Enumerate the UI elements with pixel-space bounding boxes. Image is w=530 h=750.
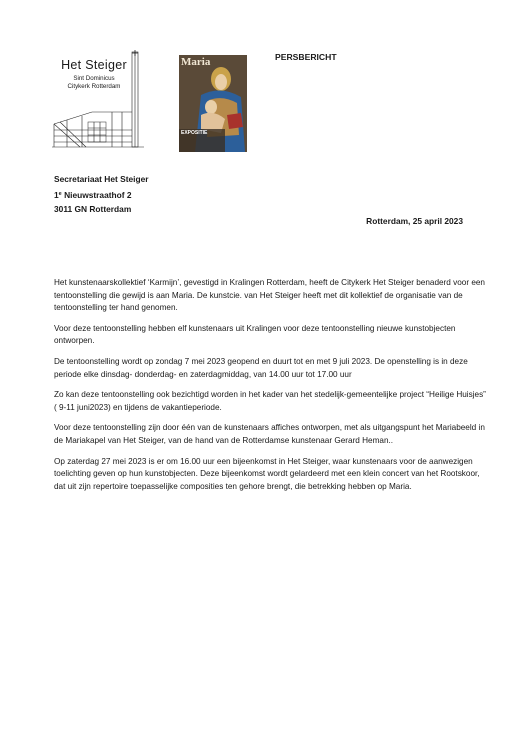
- document-type-label: PERSBERICHT: [275, 52, 337, 62]
- paragraph: Voor deze tentoonstelling hebben elf kunstenaars uit Kralingen voor deze tentoonstelling nieuwe kunstobjecten ontworpen.: [54, 323, 456, 346]
- madonna-statue-icon: [179, 55, 247, 152]
- letter-body: [54, 277, 489, 501]
- logo-title: Het Steiger: [61, 58, 127, 72]
- letter-date: Rotterdam, 25 april 2023: [366, 216, 463, 226]
- sender-address: [54, 172, 149, 217]
- poster-label: EXPOSITIE: [181, 130, 208, 136]
- paragraph: De tentoonstelling wordt op zondag 7 mei 2023 geopend en duurt tot en met 9 juli 2023. De openstelling is in deze periode elke dinsdag- donderdag- en zaterdagmiddag, van 14.00 uur tot 17.00 uur: [54, 356, 468, 379]
- het-steiger-logo: [52, 50, 147, 150]
- paragraph: Voor deze tentoonstelling zijn door één van de kunstenaars affiches ontworpen, met als uitgangspunt het Mariabeeld in de Mariakapel van Het Steiger, van de hand van de Rotterdamse kunstenaar Gerard Heman..: [54, 423, 485, 445]
- paragraph: Op zaterdag 27 mei 2023 is er om 16.00 uur een bijeenkomst in Het Steiger, waar kunstenaars voor de aanwezigen toelichting geven op hun kunstobjecten. Deze bijeenkomst wordt gelardeerd met een klein concert van het Rootskoor, dat uit zijn repertoire toepasselijke composities ten gehore brengt, die betrekking hebben op Maria.: [54, 456, 480, 491]
- address-line-3: 3011 GN Rotterdam: [54, 204, 132, 214]
- paragraph: Het kunstenaarskollektief ‘Karmijn’, gevestigd in Kralingen Rotterdam, heeft de Citykerk Het Steiger benaderd voor een tentoonstelling die gewijd is aan Maria. De kunstcie. van Het Steiger heeft met dit kollektief de organisatie van de tentoonstelling ter hand genomen.: [54, 278, 485, 313]
- logo-subtitle: [54, 75, 134, 90]
- poster-title: Maria: [181, 56, 211, 68]
- logo-subtitle-line1: Sint Dominicus: [73, 75, 115, 82]
- address-line-1: Secretariaat Het Steiger: [54, 174, 149, 184]
- address-line-2: 1e Nieuwstraathof 2: [54, 189, 132, 200]
- paragraph: Zo kan deze tentoonstelling ook bezichtigd worden in het kader van het stedelijk-gemeentelijke project “Heilige Huisjes” ( 9-11 juni2023) en tijdens de vakantieperiode.: [54, 390, 486, 412]
- logo-subtitle-line2: Citykerk Rotterdam: [67, 82, 121, 90]
- maria-poster-image: [179, 55, 247, 152]
